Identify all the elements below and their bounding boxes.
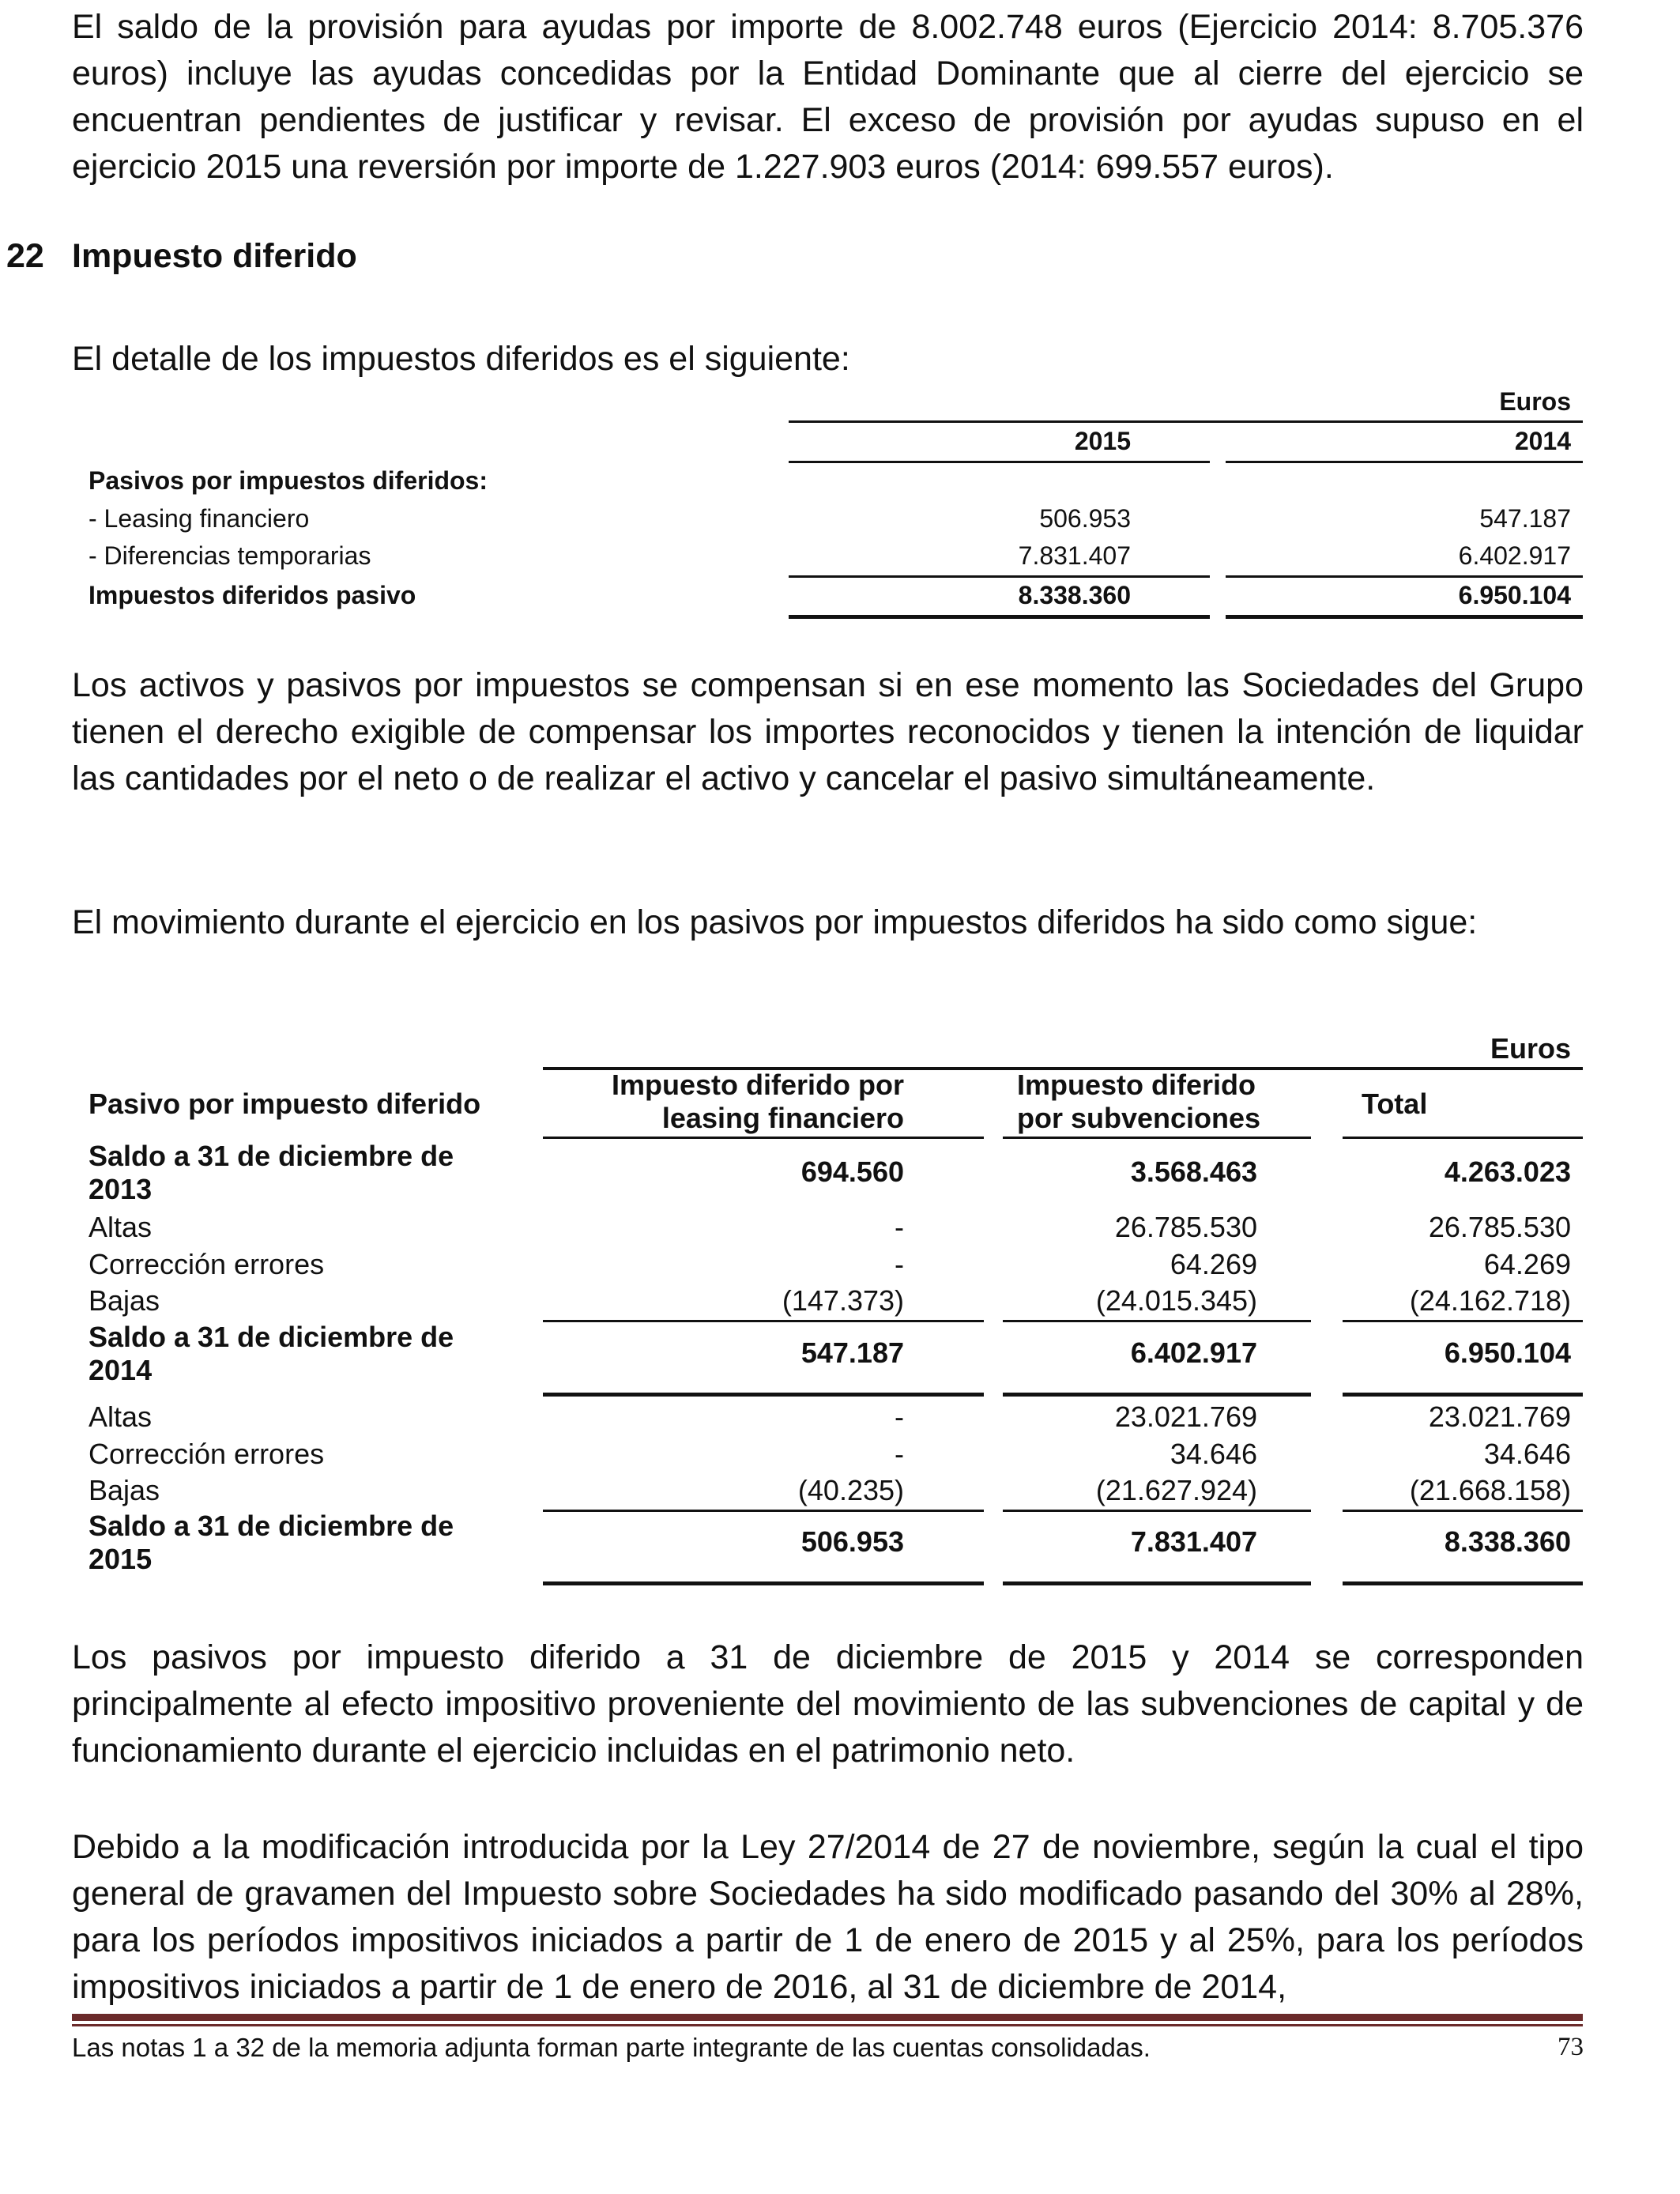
table2-header-subv-2: por subvenciones bbox=[1017, 1102, 1261, 1134]
table2-unit: Euros bbox=[1490, 1032, 1571, 1065]
table2-cell: 34.646 bbox=[1170, 1438, 1257, 1470]
table2-cell: (147.373) bbox=[782, 1284, 904, 1317]
offset-paragraph: Los activos y pasivos por impuestos se compensan si en ese momento las Sociedades del Grupo tienen el derecho exigible de compensar los importes reconocidos y tienen la intención de liquidar las cantidades por el neto o de realizar el activo y cancelar el pasivo simultáneamente. bbox=[72, 666, 1584, 797]
table2-cell: 3.568.463 bbox=[1130, 1155, 1257, 1188]
table2-cell: 8.338.360 bbox=[1444, 1525, 1571, 1558]
table2-cell: - bbox=[895, 1438, 904, 1470]
correspondence-paragraph: Los pasivos por impuesto diferido a 31 de diciembre de 2015 y 2014 se corresponden principalmente al efecto impositivo proveniente del movimiento de las subvenciones de capital y de funcionamiento durante el ejercicio incluidas en el patrimonio neto. bbox=[72, 1638, 1584, 1770]
table2-row-label: Saldo a 31 de diciembre de bbox=[89, 1321, 454, 1353]
deferred-tax-detail-table bbox=[72, 379, 1583, 624]
table2-header-label: Pasivo por impuesto diferido bbox=[89, 1088, 481, 1120]
table2-subtotal-rule bbox=[1343, 1510, 1583, 1512]
table1-row-label: - Diferencias temporarias bbox=[89, 541, 371, 570]
table2-row-label: Altas bbox=[89, 1400, 153, 1433]
table1-intro: El detalle de los impuestos diferidos es el siguiente: bbox=[72, 340, 850, 378]
table2-cell: 7.831.407 bbox=[1130, 1525, 1257, 1558]
section-number: 22 bbox=[6, 237, 44, 275]
table2-subtotal-rule bbox=[1003, 1320, 1311, 1322]
table2-row-label-year: 2013 bbox=[89, 1173, 153, 1205]
page-number: 73 bbox=[1558, 2033, 1584, 2061]
table1-total-label: Impuestos diferidos pasivo bbox=[89, 581, 416, 609]
table1-col-rule bbox=[789, 461, 1210, 463]
table2-cell: (40.235) bbox=[797, 1474, 904, 1506]
table2-cell: (24.015.345) bbox=[1095, 1284, 1257, 1317]
table2-balance-rule bbox=[1003, 1393, 1311, 1397]
tax-rate-paragraph: Debido a la modificación introducida por la Ley 27/2014 de 27 de noviembre, según la cual el tipo general de gravamen del Impuesto sobre Sociedades ha sido modificado pasando del 30% al 28%, para los períodos impositivos iniciados a partir de 1 de enero de 2015 y al 25%, para los períodos impositivos iniciados a partir de 1 de enero de 2016, al 31 de diciembre de 2014, bbox=[72, 1828, 1584, 2006]
table2-row-label: Altas bbox=[89, 1211, 153, 1243]
table1-total-cell: 8.338.360 bbox=[1018, 581, 1131, 609]
table2-col-rule bbox=[543, 1137, 984, 1139]
intro-paragraph: El saldo de la provisión para ayudas por importe de 8.002.748 euros (Ejercicio 2014: 8.705.376 euros) incluye las ayudas concedidas por la Entidad Dominante que al cierre del ejercicio se encuentran pendientes de justificar y revisar. El exceso de provisión por ayudas supuso en el ejercicio 2015 una reversión por importe de 1.227.903 euros (2014: 699.557 euros). bbox=[72, 8, 1584, 186]
footer-rule bbox=[72, 2014, 1583, 2021]
table2-row-label-year: 2014 bbox=[89, 1354, 153, 1386]
table1-cell: 7.831.407 bbox=[1018, 541, 1131, 570]
footer-note: Las notas 1 a 32 de la memoria adjunta forman parte integrante de las cuentas consolidadas. bbox=[72, 2033, 1151, 2062]
table2-balance-rule bbox=[1343, 1393, 1583, 1397]
table2-row-label: Bajas bbox=[89, 1284, 160, 1317]
table2-header-leasing-2: leasing financiero bbox=[661, 1102, 904, 1134]
table2-subtotal-rule bbox=[543, 1320, 984, 1322]
table1-subtotal-rule bbox=[789, 575, 1210, 578]
table1-subtotal-rule bbox=[1226, 575, 1583, 578]
table1-row-label: - Leasing financiero bbox=[89, 504, 310, 533]
table2-cell: 26.785.530 bbox=[1428, 1211, 1571, 1243]
table2-cell: 34.646 bbox=[1483, 1438, 1571, 1470]
table2-row-label: Saldo a 31 de diciembre de bbox=[89, 1140, 454, 1172]
table1-cell: 6.402.917 bbox=[1458, 541, 1571, 570]
table2-subtotal-rule bbox=[1003, 1510, 1311, 1512]
table2-header-total: Total bbox=[1362, 1088, 1428, 1120]
deferred-tax-movement-table bbox=[72, 1020, 1583, 1589]
table2-header-subv-1: Impuesto diferido bbox=[1017, 1069, 1256, 1101]
table2-row-label: Saldo a 31 de diciembre de bbox=[89, 1510, 454, 1542]
table1-group-label: Pasivos por impuestos diferidos: bbox=[89, 466, 488, 495]
footer-rule-thin bbox=[72, 2024, 1583, 2026]
table2-cell: (24.162.718) bbox=[1409, 1284, 1571, 1317]
table1-total-cell: 6.950.104 bbox=[1458, 581, 1571, 609]
table1-total-rule bbox=[1226, 615, 1583, 619]
table2-col-rule bbox=[1003, 1137, 1311, 1139]
table2-cell: 6.950.104 bbox=[1444, 1336, 1571, 1369]
section-title: Impuesto diferido bbox=[72, 237, 357, 275]
table2-intro: El movimiento durante el ejercicio en los pasivos por impuestos diferidos ha sido como sigue: bbox=[72, 903, 1478, 941]
table1-col-2015: 2015 bbox=[1074, 427, 1131, 455]
table2-cell: - bbox=[895, 1248, 904, 1280]
table2-row-label: Corrección errores bbox=[89, 1438, 325, 1470]
table1-cell: 547.187 bbox=[1479, 504, 1571, 533]
table1-col-rule bbox=[1226, 461, 1583, 463]
table2-cell: 23.021.769 bbox=[1114, 1400, 1257, 1433]
table2-subtotal-rule bbox=[1343, 1320, 1583, 1322]
table2-row-label: Bajas bbox=[89, 1474, 160, 1506]
table1-col-2014: 2014 bbox=[1514, 427, 1571, 455]
table2-cell: 64.269 bbox=[1170, 1248, 1257, 1280]
table2-cell: - bbox=[895, 1211, 904, 1243]
table2-cell: 64.269 bbox=[1483, 1248, 1571, 1280]
table1-cell: 506.953 bbox=[1039, 504, 1131, 533]
table2-row-label-year: 2015 bbox=[89, 1543, 153, 1575]
table2-cell: 23.021.769 bbox=[1428, 1400, 1571, 1433]
table2-cell: 506.953 bbox=[800, 1525, 904, 1558]
table2-cell: 26.785.530 bbox=[1114, 1211, 1257, 1243]
table1-unit: Euros bbox=[1499, 387, 1571, 416]
table2-subtotal-rule bbox=[543, 1510, 984, 1512]
table2-cell: - bbox=[895, 1400, 904, 1433]
table2-balance-rule bbox=[543, 1393, 984, 1397]
table1-header-rule bbox=[789, 420, 1583, 423]
table2-cell: 547.187 bbox=[800, 1336, 904, 1369]
table2-col-rule bbox=[1343, 1137, 1583, 1139]
table2-cell: 6.402.917 bbox=[1130, 1336, 1257, 1369]
table2-balance-rule bbox=[1343, 1581, 1583, 1585]
table2-balance-rule bbox=[543, 1581, 984, 1585]
table2-cell: 694.560 bbox=[800, 1155, 904, 1188]
table2-cell: (21.627.924) bbox=[1095, 1474, 1257, 1506]
table2-balance-rule bbox=[1003, 1581, 1311, 1585]
table2-cell: 4.263.023 bbox=[1444, 1155, 1571, 1188]
table2-row-label: Corrección errores bbox=[89, 1248, 325, 1280]
table2-cell: (21.668.158) bbox=[1409, 1474, 1571, 1506]
table2-header-leasing-1: Impuesto diferido por bbox=[611, 1069, 904, 1101]
table1-total-rule bbox=[789, 615, 1210, 619]
